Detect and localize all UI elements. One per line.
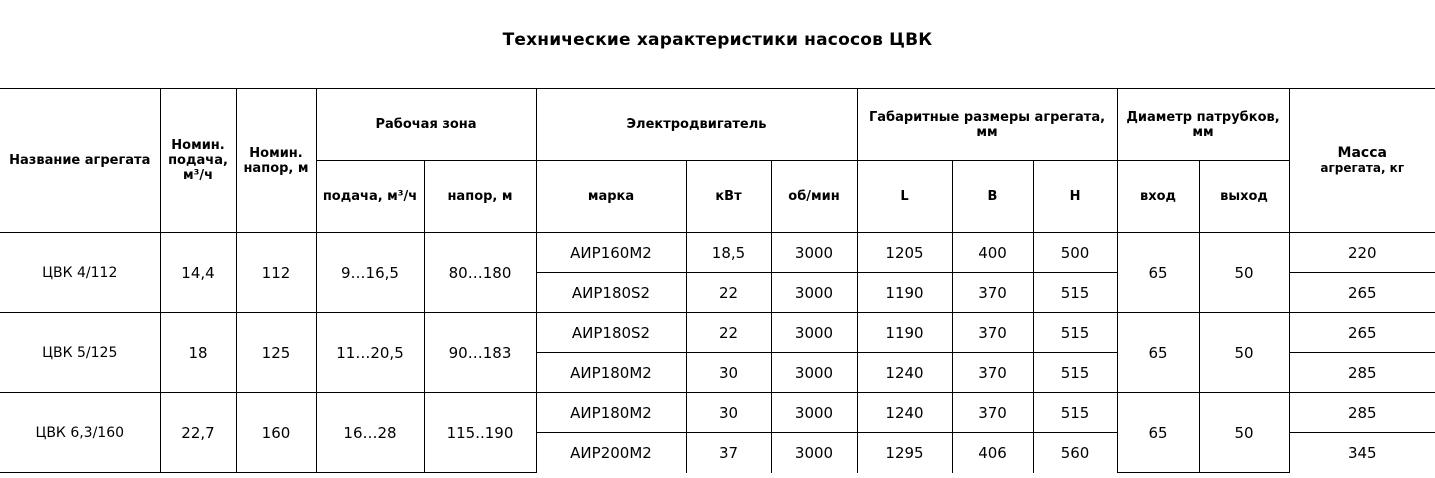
cell-dim-h: 500 — [1033, 233, 1117, 273]
cell-motor-rpm: 3000 — [771, 353, 857, 393]
cell-dim-h: 560 — [1033, 433, 1117, 473]
cell-dim-b: 370 — [952, 393, 1033, 433]
header-diam: Диаметр патрубков, мм — [1117, 89, 1289, 161]
cell-dim-l: 1240 — [857, 393, 952, 433]
cell-motor-kw: 22 — [686, 273, 771, 313]
cell-dim-b: 370 — [952, 273, 1033, 313]
header-motor-kw: кВт — [686, 161, 771, 233]
cell-motor-kw: 22 — [686, 313, 771, 353]
cell-work-flow: 9…16,5 — [316, 233, 424, 313]
cell-dim-b: 370 — [952, 313, 1033, 353]
cell-head: 112 — [236, 233, 316, 313]
cell-name: ЦВК 6,3/160 — [0, 393, 160, 473]
cell-dim-l: 1190 — [857, 273, 952, 313]
cell-motor-model: АИР200М2 — [536, 433, 686, 473]
header-work-flow: подача, м³/ч — [316, 161, 424, 233]
cell-dim-l: 1205 — [857, 233, 952, 273]
header-dims: Габаритные размеры агрегата, мм — [857, 89, 1117, 161]
cell-dim-b: 406 — [952, 433, 1033, 473]
cell-dim-l: 1240 — [857, 353, 952, 393]
specs-table — [0, 88, 1435, 473]
cell-motor-kw: 30 — [686, 353, 771, 393]
cell-work-head: 90…183 — [424, 313, 536, 393]
cell-motor-model: АИР180S2 — [536, 313, 686, 353]
cell-motor-rpm: 3000 — [771, 433, 857, 473]
cell-motor-model: АИР180S2 — [536, 273, 686, 313]
cell-dim-h: 515 — [1033, 313, 1117, 353]
cell-work-head: 115..190 — [424, 393, 536, 473]
cell-mass: 285 — [1289, 353, 1435, 393]
cell-diam-out: 50 — [1199, 393, 1289, 473]
cell-name: ЦВК 5/125 — [0, 313, 160, 393]
cell-name: ЦВК 4/112 — [0, 233, 160, 313]
header-diam-in: вход — [1117, 161, 1199, 233]
header-head: Номин. напор, м — [236, 89, 316, 233]
header-mass — [1289, 89, 1435, 233]
header-motor: Электродвигатель — [536, 89, 857, 161]
header-motor-rpm: об/мин — [771, 161, 857, 233]
cell-work-flow: 11…20,5 — [316, 313, 424, 393]
page-title: Технические характеристики насосов ЦВК — [502, 30, 933, 50]
cell-motor-rpm: 3000 — [771, 233, 857, 273]
cell-work-flow: 16…28 — [316, 393, 424, 473]
cell-diam-out: 50 — [1199, 313, 1289, 393]
cell-head: 160 — [236, 393, 316, 473]
cell-dim-b: 400 — [952, 233, 1033, 273]
cell-head: 125 — [236, 313, 316, 393]
cell-dim-h: 515 — [1033, 273, 1117, 313]
cell-mass: 285 — [1289, 393, 1435, 433]
cell-motor-rpm: 3000 — [771, 393, 857, 433]
cell-flow: 18 — [160, 313, 236, 393]
cell-mass: 220 — [1289, 233, 1435, 273]
cell-motor-rpm: 3000 — [771, 313, 857, 353]
header-mass-title: Масса — [1337, 145, 1387, 161]
cell-diam-in: 65 — [1117, 233, 1199, 313]
header-work-zone: Рабочая зона — [316, 89, 536, 161]
cell-mass: 265 — [1289, 313, 1435, 353]
cell-work-head: 80…180 — [424, 233, 536, 313]
cell-motor-model: АИР180М2 — [536, 393, 686, 433]
cell-motor-model: АИР180М2 — [536, 353, 686, 393]
cell-dim-b: 370 — [952, 353, 1033, 393]
cell-dim-l: 1295 — [857, 433, 952, 473]
cell-flow: 22,7 — [160, 393, 236, 473]
header-motor-model: марка — [536, 161, 686, 233]
cell-flow: 14,4 — [160, 233, 236, 313]
cell-dim-h: 515 — [1033, 353, 1117, 393]
cell-motor-kw: 30 — [686, 393, 771, 433]
header-mass-sub: агрегата, кг — [1320, 161, 1405, 175]
header-name: Название агрегата — [0, 89, 160, 233]
cell-dim-h: 515 — [1033, 393, 1117, 433]
cell-dim-l: 1190 — [857, 313, 952, 353]
cell-mass: 265 — [1289, 273, 1435, 313]
header-flow: Номин. подача, м³/ч — [160, 89, 236, 233]
cell-mass: 345 — [1289, 433, 1435, 473]
cell-motor-model: АИР160М2 — [536, 233, 686, 273]
header-dim-l: L — [857, 161, 952, 233]
header-dim-b: B — [952, 161, 1033, 233]
cell-motor-kw: 37 — [686, 433, 771, 473]
cell-motor-rpm: 3000 — [771, 273, 857, 313]
header-dim-h: H — [1033, 161, 1117, 233]
cell-diam-out: 50 — [1199, 233, 1289, 313]
header-diam-out: выход — [1199, 161, 1289, 233]
header-work-head: напор, м — [424, 161, 536, 233]
cell-diam-in: 65 — [1117, 393, 1199, 473]
cell-motor-kw: 18,5 — [686, 233, 771, 273]
cell-diam-in: 65 — [1117, 313, 1199, 393]
